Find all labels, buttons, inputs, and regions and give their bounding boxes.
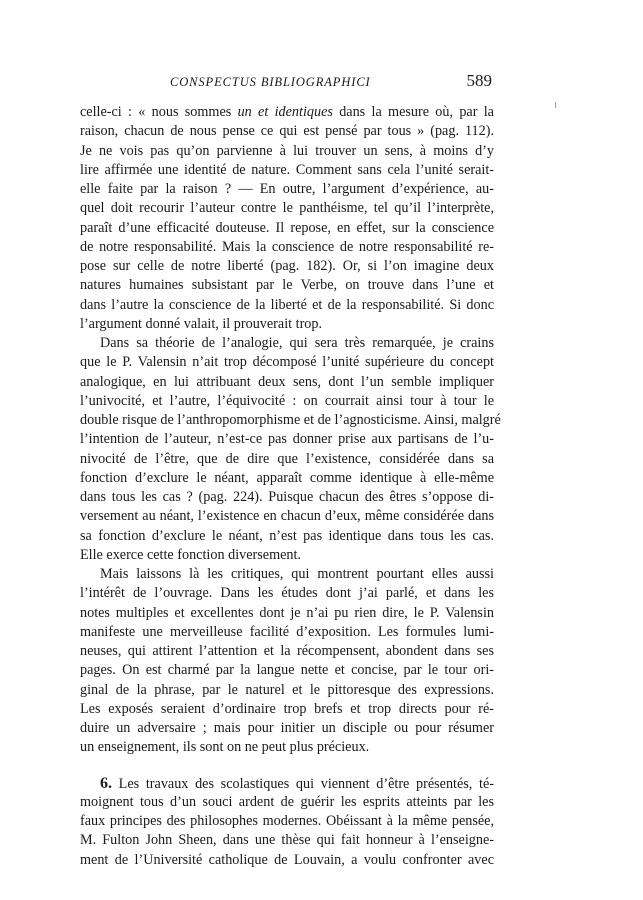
text-line: l’univocité, et l’autre, l’équivocité : on courrait ainsi tour à tour le [80, 392, 494, 409]
text-line: manifeste une merveilleuse facilité d’exposition. Les formules lumi- [80, 623, 494, 640]
text-line: quel doit recourir l’auteur contre le panthéisme, tel qu’il l’interprète, [80, 200, 494, 217]
section-text: Les travaux des scolastiques qui viennent d’être présentés, té- [112, 775, 494, 792]
text-line: de notre responsabilité. Mais la conscience de notre responsabilité re- [80, 238, 494, 255]
emphasis: un et identiques [237, 104, 333, 120]
text-line: dans tous les cas ? (pag. 224). Puisque chacun des êtres s’oppose di- [80, 489, 494, 505]
text-line: nivocité de l’être, que de dire que l’existence, considérée dans sa [80, 450, 494, 467]
text-line: que le P. Valensin n’ait trop décomposé l’unité supérieure du concept [80, 354, 494, 371]
text-line: paraît d’une efficacité douteuse. Il repose, en effet, sur la conscience [80, 219, 494, 236]
text-line [80, 774, 494, 793]
text-line: l’intention de l’auteur, n’est-ce pas donner prise aux partisans de l’u- [80, 431, 494, 448]
text-line: Dans sa théorie de l’analogie, qui sera très remarquée, je crains [100, 335, 494, 351]
text-line: moignent tous d’un souci ardent de guérir les esprits atteints par les [80, 793, 494, 810]
text-line: analogique, en lui attribuant deux sens, dont l’un semble impliquer [80, 373, 494, 390]
text-line: Je ne vois pas qu’on parvienne à lui trouver un sens, à moins d’y [80, 142, 494, 159]
running-title: CONSPECTUS BIBLIOGRAPHICI [170, 75, 371, 89]
section-gap [80, 758, 494, 774]
text-line: lire affirmée une identité de nature. Comment sans cela l’unité serait- [80, 161, 494, 178]
text-line: natures humaines subsistant par le Verbe, on trouve dans l’une et [80, 277, 494, 294]
text-line: duire un adversaire ; mais pour initier un disciple ou pour résumer [80, 720, 494, 736]
text-line: double risque de l’anthropomorphisme et de l’agnosticisme. Ainsi, malgré [80, 412, 501, 428]
text-line: Elle exerce cette fonction diversement. [80, 546, 301, 563]
text-line: dans l’autre la conscience de la liberté et de la responsabilité. Si donc [80, 296, 494, 313]
text-line: ginal de la phrase, par le naturel et le pittoresque des expressions. [80, 681, 494, 698]
text-line: l’intérêt de l’ouvrage. Dans les études dont j’ai parlé, et dans les [80, 585, 494, 602]
text-line: neuses, qui attirent l’attention et la récompensent, abondent dans ses [80, 643, 494, 659]
text-line: Mais laissons là les critiques, qui montrent pourtant elles aussi [100, 566, 494, 582]
text-line: fonction d’exclure le néant, apparaît comme identique à elle-même [80, 469, 494, 486]
text-line: elle faite par la raison ? — En outre, l’argument d’expérience, au- [80, 181, 494, 197]
text-line: pose sur celle de notre liberté (pag. 182). Or, si l’on imagine deux [80, 258, 494, 274]
text-line: sa fonction d’exclure le néant, n’est pas identique dans tous les cas. [80, 527, 494, 544]
margin-mark [555, 102, 556, 108]
page-number: 589 [466, 71, 492, 90]
text-line: notes multiples et excellentes dont je n’ai pu rien dire, le P. Valensin [80, 604, 494, 621]
section-number: 6. [100, 774, 112, 792]
running-header [82, 73, 492, 95]
text-line: faux principes des philosophes modernes. Obéissant à la même pensée, [80, 813, 494, 829]
text-line: pages. On est charmé par la langue nette et concise, par le tour ori- [80, 662, 494, 679]
text-line: un enseignement, ils sont on ne peut plus précieux. [80, 739, 370, 756]
text-line: Les exposés seraient d’ordinaire trop brefs et trop directs pour ré- [80, 700, 494, 717]
text-line: ment de l’Université catholique de Louvain, a voulu confronter avec [80, 851, 494, 868]
text-line: raison, chacun de nous pense ce qui est pensé par tous » (pag. 112). [80, 123, 494, 140]
text-line: versement au néant, l’existence en chacun d’eux, même considérée dans [80, 508, 494, 525]
text-line: M. Fulton John Sheen, dans une thèse qui fait honneur à l’enseigne- [80, 832, 494, 849]
text-line: celle-ci : « nous sommes un et identiques dans la mesure où, par la [80, 104, 494, 120]
text-line: l’argument donné valait, il prouverait trop. [80, 315, 323, 332]
body-text [80, 103, 501, 870]
